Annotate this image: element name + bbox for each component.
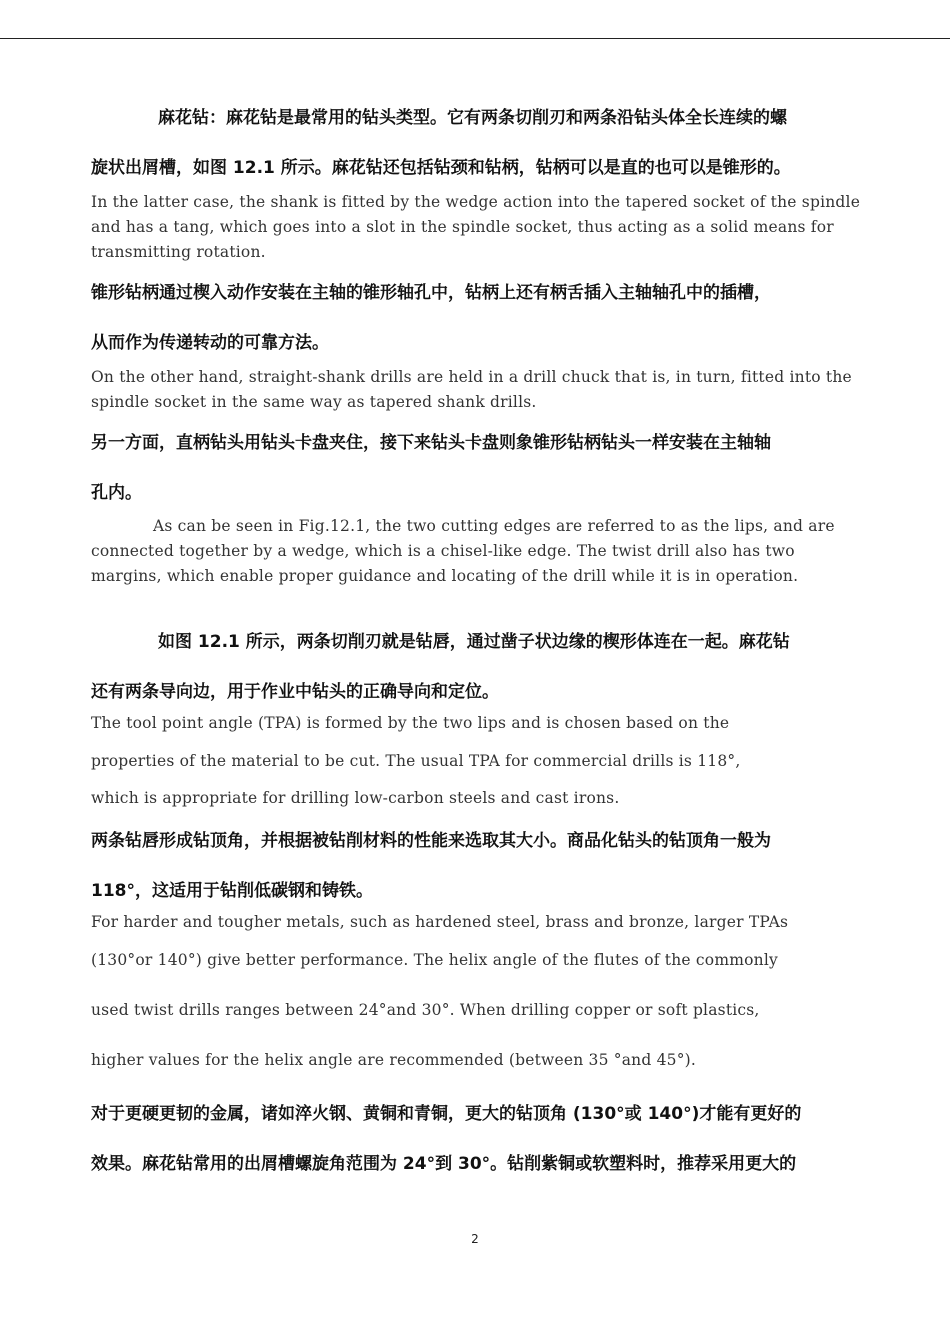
paragraph-cn-5b: 118°，这适用于钻削低碳钢和铸铁。 <box>91 881 373 901</box>
paragraph-cn-1a: 麻花钻：麻花钻是最常用的钻头类型。它有两条切削刃和两条沿钻头体全长连续的螺 <box>158 108 787 128</box>
paragraph-en-shank: In the latter case, the shank is fitted by the wedge action into the tapered socket of the spindle and has a tang, which goes into a slot in the spindle socket, thus acting as a solid means for transmitting rotation. <box>91 193 861 261</box>
paragraph-cn-4b: 还有两条导向边，用于作业中钻头的正确导向和定位。 <box>91 682 499 702</box>
paragraph-cn-5a: 两条钻唇形成钻顶角，并根据被钻削材料的性能来选取其大小。商品化钻头的钻顶角一般为 <box>91 831 771 851</box>
paragraph-en-harder-line-2: (130°or 140°) give better performance. The helix angle of the flutes of the commonly <box>91 951 778 969</box>
paragraph-cn-2b: 从而作为传递转动的可靠方法。 <box>91 333 329 353</box>
paragraph-cn-2a: 锥形钻柄通过楔入动作安装在主轴的锥形轴孔中，钻柄上还有柄舌插入主轴轴孔中的插槽， <box>91 283 771 303</box>
paragraph-en-tpa-line-3: which is appropriate for drilling low-carbon steels and cast irons. <box>91 789 620 807</box>
paragraph-en-harder-line-4: higher values for the helix angle are recommended (between 35 °and 45°). <box>91 1051 697 1069</box>
page-number: 2 <box>471 1232 479 1246</box>
header-rule <box>0 38 950 39</box>
paragraph-en-straight-shank: On the other hand, straight-shank drills are held in a drill chuck that is, in turn, fitted into the spindle socket in the same way as tapered shank drills. <box>91 368 852 411</box>
paragraph-en-lips: As can be seen in Fig.12.1, the two cutting edges are referred to as the lips, and are connected together by a wedge, which is a chisel-like edge. The twist drill also has two margins, which enable proper guidance and locating of the drill while it is in operation. <box>91 517 835 585</box>
paragraph-en-harder-line-1: For harder and tougher metals, such as hardened steel, brass and bronze, larger TPAs <box>91 913 789 931</box>
paragraph-cn-1b: 旋状出屑槽，如图 12.1 所示。麻花钻还包括钻颈和钻柄，钻柄可以是直的也可以是锥形的。 <box>91 158 791 178</box>
paragraph-en-tpa-line-2: properties of the material to be cut. The usual TPA for commercial drills is 118°, <box>91 752 741 770</box>
paragraph-cn-6a: 对于更硬更韧的金属，诸如淬火钢、黄铜和青铜，更大的钻顶角 (130°或 140°)才能有更好的 <box>91 1104 802 1124</box>
paragraph-cn-4a: 如图 12.1 所示，两条切削刃就是钻唇，通过凿子状边缘的楔形体连在一起。麻花钻 <box>158 632 790 652</box>
paragraph-cn-3a: 另一方面，直柄钻头用钻头卡盘夹住，接下来钻头卡盘则象锥形钻柄钻头一样安装在主轴轴 <box>91 433 771 453</box>
paragraph-en-harder-line-3: used twist drills ranges between 24°and 30°. When drilling copper or soft plastics, <box>91 1001 760 1019</box>
paragraph-en-tpa-line-1: The tool point angle (TPA) is formed by the two lips and is chosen based on the <box>91 714 730 732</box>
paragraph-cn-6b: 效果。麻花钻常用的出屑槽螺旋角范围为 24°到 30°。钻削紫铜或软塑料时，推荐采用更大的 <box>91 1154 797 1174</box>
paragraph-cn-3b: 孔内。 <box>91 483 142 503</box>
